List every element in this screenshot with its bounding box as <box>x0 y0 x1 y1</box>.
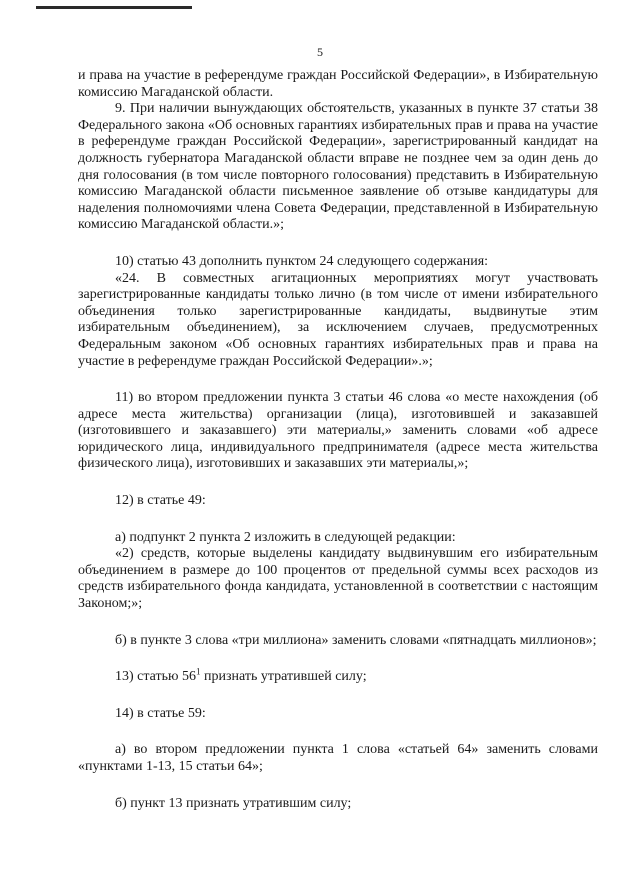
paragraph-item-10: 10) статью 43 дополнить пунктом 24 следующего содержания: <box>115 253 489 269</box>
paragraph-sub-b: б) в пункте 3 слова «три миллиона» заменить словами «пятнадцать миллионов»; <box>115 632 597 648</box>
paragraph-continuation: и права на участие в референдуме граждан Российской Федерации», в Избирательную комиссию Магаданской области. <box>78 68 598 100</box>
paragraph-item-9: 9. При наличии вынуждающих обстоятельств, указанных в пункте 37 статьи 38 Федерального закона «Об основных гарантиях избирательных прав и права на участие в референдуме граждан Российской Федерации», зарегистрированный кандидат на должность губернатора Магаданской области вправе не позднее чем за один день до дня голосования (в том числе повторного голосования) представить в Избирательную комиссию Магаданской области письменное заявление об отзыве кандидатуры для наделения полномочиями члена Совета Федерации, представленной в Избирательную комиссию Магаданской области.»; <box>78 101 598 233</box>
paragraph-quote-2: «2) средств, которые выделены кандидату выдвинувшим его избирательным объединением в размере до 100 процентов от предельной суммы всех расходов из средств избирательного фонда кандидата, установленной в соответствии с настоящим Законом;»; <box>78 546 598 612</box>
item-13-text-end: признать утратившей силу; <box>200 669 367 685</box>
page-number: 5 <box>317 45 323 59</box>
paragraph-sub-a: а) подпункт 2 пункта 2 изложить в следующей редакции: <box>115 529 456 545</box>
item-13-superscript: 1 <box>195 666 201 677</box>
paragraph-item-14: 14) в статье 59: <box>115 705 206 721</box>
paragraph-item-11: 11) во втором предложении пункта 3 статьи 46 слова «о месте нахождения (об адресе места жительства) организации (лица), изготовившей и заказавшей (изготовившего и заказавшего) эти материалы,» заменить словами «об адресе юридического лица, индивидуального предпринимателя (адресе места жительства физического лица), изготовивших и заказавших эти материалы,»; <box>78 390 598 472</box>
paragraph-item-12: 12) в статье 49: <box>115 493 206 509</box>
paragraph-item-13 <box>78 666 598 686</box>
paragraph-sub-a-59: а) во втором предложении пункта 1 слова «статьей 64» заменить словами «пунктами 1-13, 15 статьи 64»; <box>78 742 598 774</box>
item-13-text: 13) статью 56 <box>115 669 196 685</box>
scan-artifact-bar <box>36 6 192 9</box>
document-body <box>78 68 598 812</box>
paragraph-sub-b-59: б) пункт 13 признать утратившим силу; <box>115 795 352 811</box>
paragraph-quote-24: «24. В совместных агитационных мероприятиях могут участвовать зарегистрированные кандидаты только лично (в том числе от имени избирательного объединения только зарегистрированные кандидаты, выдвинутые этим избирательным объединением), за исключением случаев, предусмотренных Федеральным законом «Об основных гарантиях избирательных прав и права на участие в референдуме граждан Российской Федерации».»; <box>78 270 598 369</box>
